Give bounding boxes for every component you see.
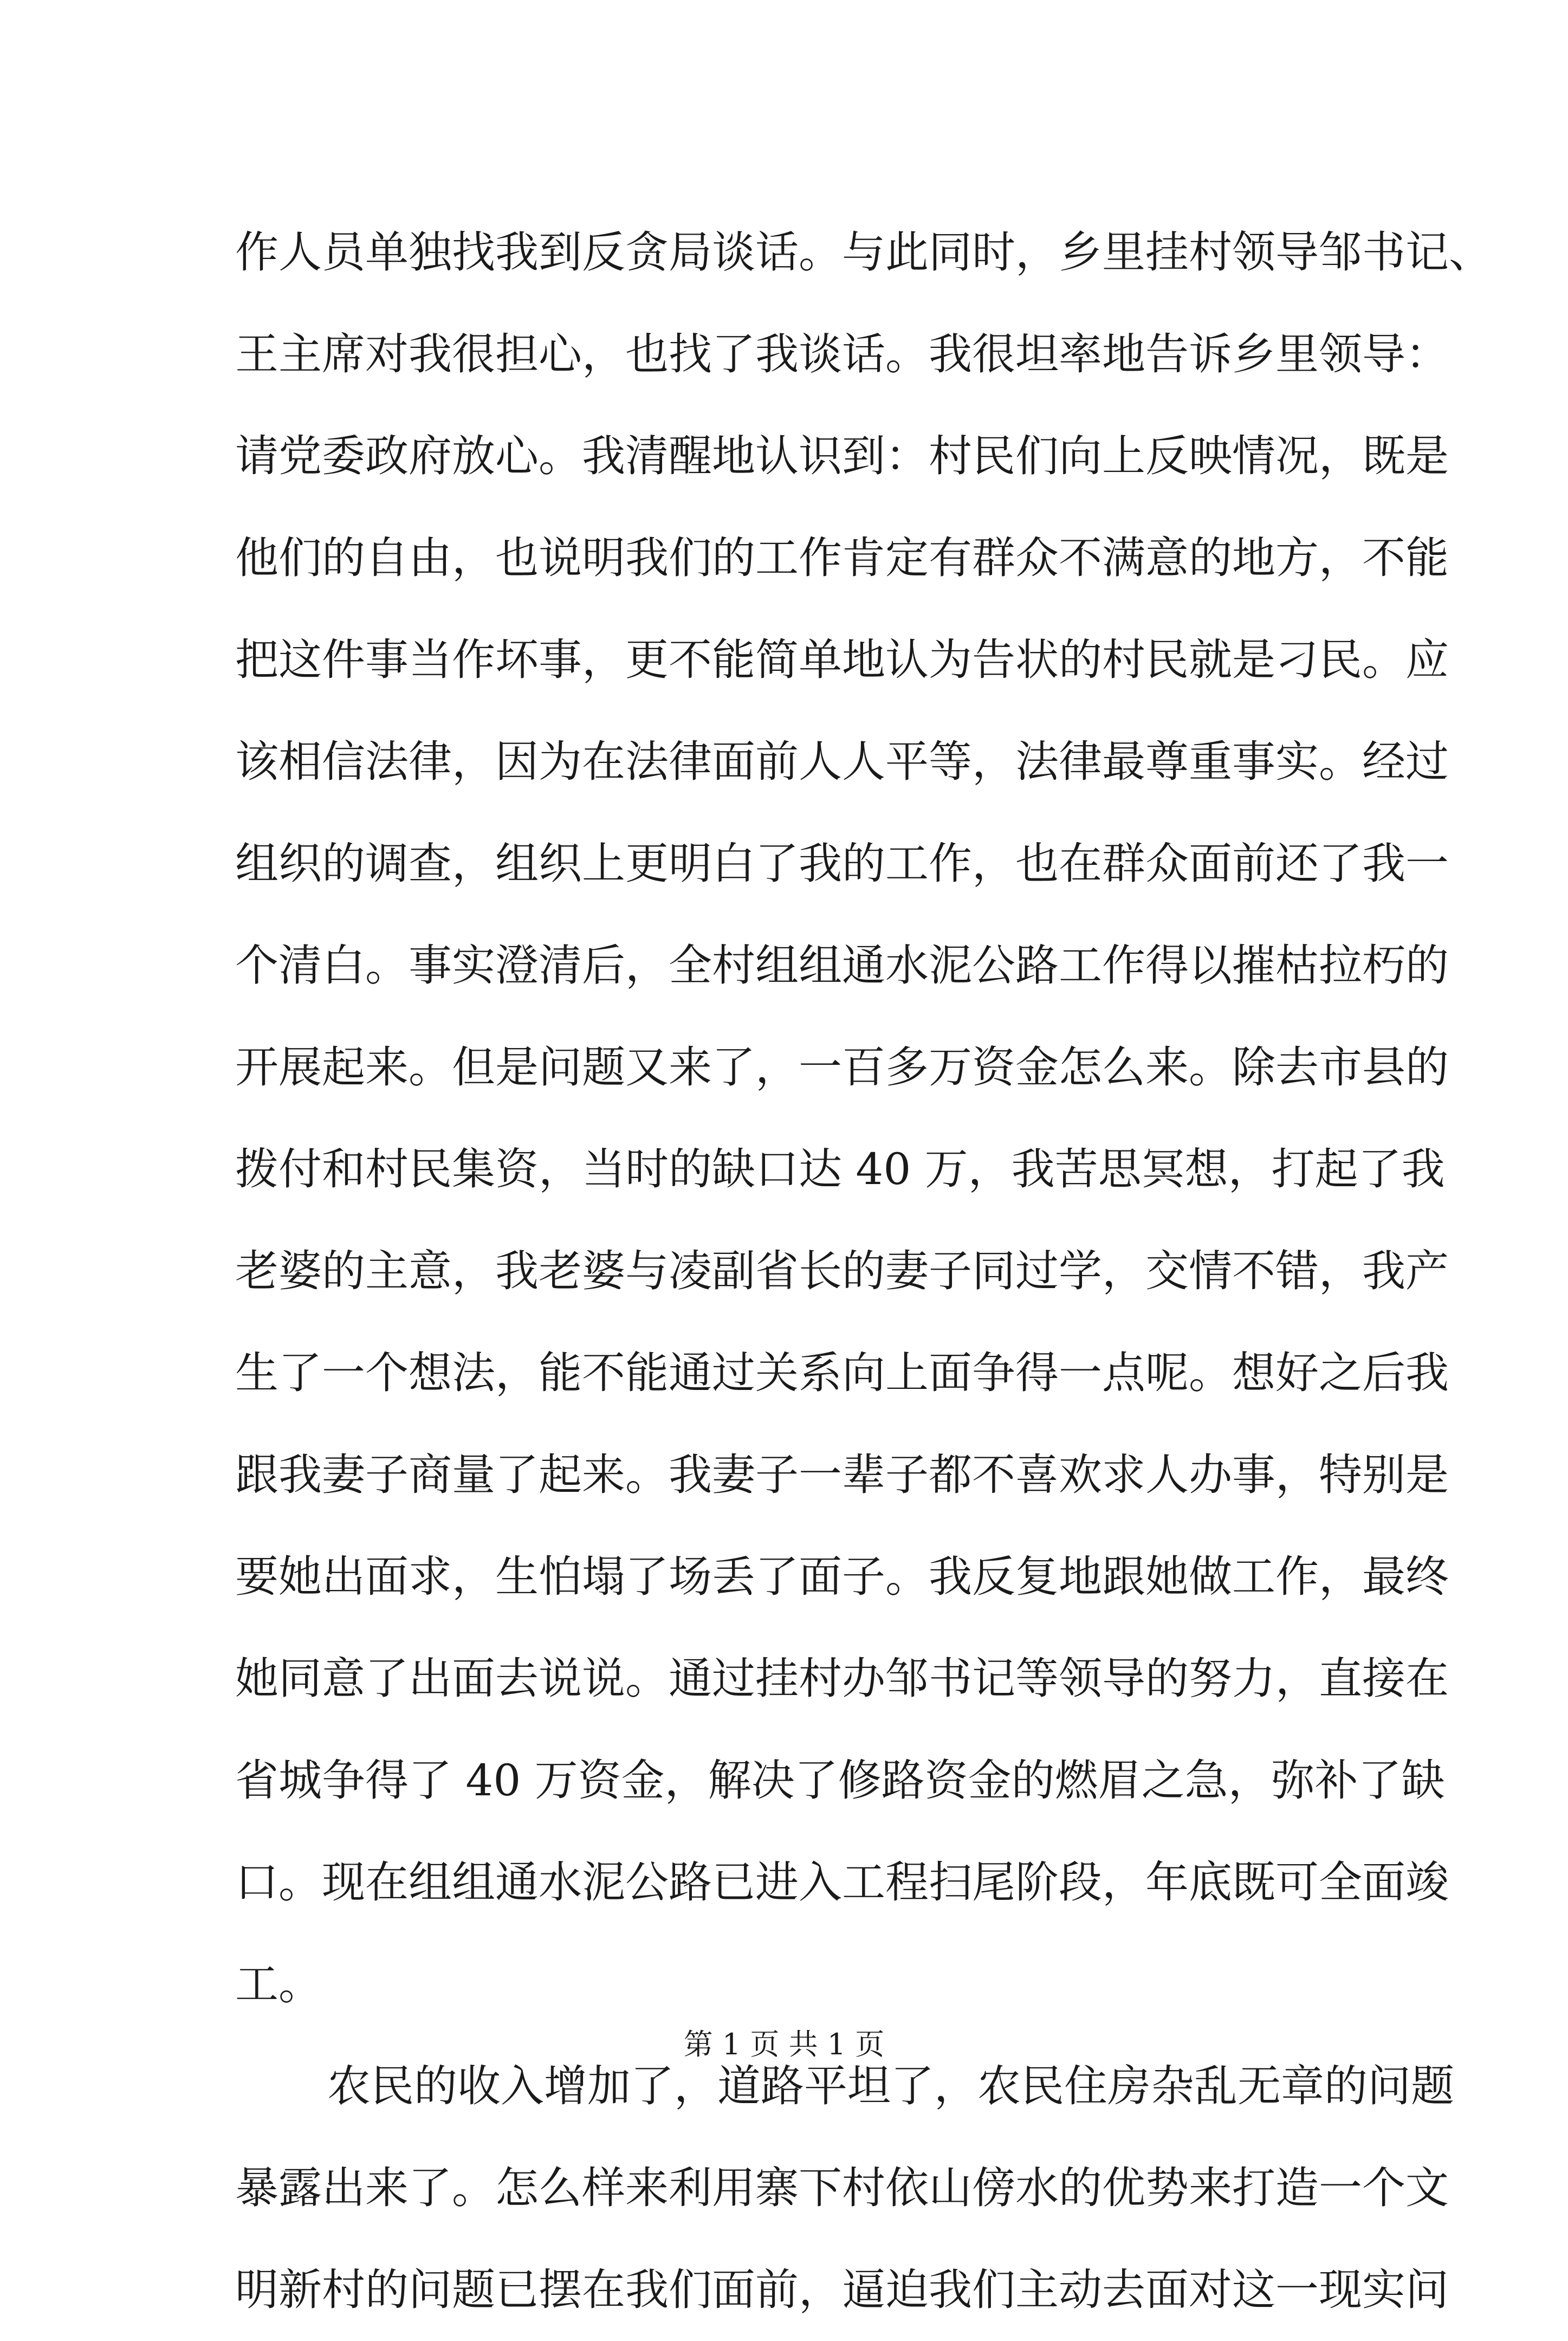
text-line: 她同意了出面去说说。通过挂村办邹书记等领导的努力，直接在	[235, 1653, 1449, 1704]
text-line: 请党委政府放心。我清醒地认识到：村民们向上反映情况，既是	[235, 431, 1449, 481]
text-line: 他们的自由，也说明我们的工作肯定有群众不满意的地方，不能	[235, 533, 1449, 583]
paragraph-2	[235, 2035, 1454, 2341]
text-line: 该相信法律，因为在法律面前人人平等，法律最尊重事实。经过	[235, 736, 1449, 787]
paragraph-1	[235, 202, 1492, 2035]
text-line: 口。现在组组通水泥公路已进入工程扫尾阶段，年底既可全面竣	[235, 1857, 1449, 1907]
text-line: 把这件事当作坏事，更不能简单地认为告状的村民就是刁民。应	[235, 635, 1449, 685]
text-line: 组织的调查，组织上更明白了我的工作，也在群众面前还了我一	[235, 838, 1449, 889]
text-line: 作人员单独找我到反贪局谈话。与此同时，乡里挂村领导邹书记、	[235, 227, 1492, 277]
text-line: 王主席对我很担心，也找了我谈话。我很坦率地告诉乡里领导：	[235, 329, 1449, 379]
text-line: 拨付和村民集资，当时的缺口达 40 万，我苦思冥想，打起了我	[235, 1144, 1445, 1194]
text-line: 暴露出来了。怎么样来利用寨下村依山傍水的优势来打造一个文	[235, 2163, 1449, 2213]
text-line: 开展起来。但是问题又来了，一百多万资金怎么来。除去市县的	[235, 1042, 1449, 1092]
text-line: 农民的收入增加了，道路平坦了，农民住房杂乱无章的问题	[327, 2061, 1454, 2111]
text-line: 跟我妻子商量了起来。我妻子一辈子都不喜欢求人办事，特别是	[235, 1450, 1449, 1500]
text-line: 个清白。事实澄清后，全村组组通水泥公路工作得以摧枯拉朽的	[235, 940, 1449, 991]
page-number-footer: 第 1 页 共 1 页	[683, 2027, 885, 2061]
text-line: 工。	[235, 1959, 322, 2009]
body-text	[235, 202, 1492, 2341]
text-line: 明新村的问题已摆在我们面前，逼迫我们主动去面对这一现实问	[235, 2265, 1449, 2315]
text-line: 老婆的主意，我老婆与凌副省长的妻子同过学，交情不错，我产	[235, 1246, 1449, 1296]
text-line: 要她出面求，生怕塌了场丢了面子。我反复地跟她做工作，最终	[235, 1551, 1449, 1602]
text-line: 生了一个想法，能不能通过关系向上面争得一点呢。想好之后我	[235, 1348, 1449, 1398]
text-line: 省城争得了 40 万资金，解决了修路资金的燃眉之急，弥补了缺	[235, 1755, 1445, 1806]
